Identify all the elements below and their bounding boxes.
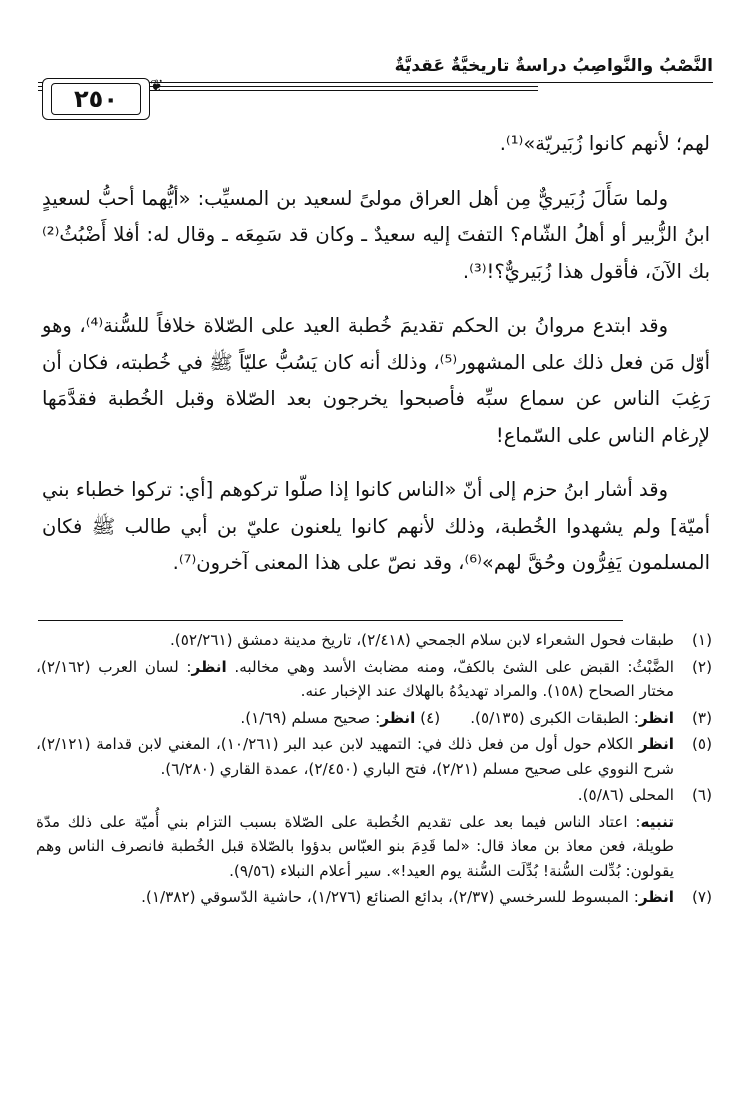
footnote-text-part: الضَّبْثُ: القبض على الشئ بالكفّ، ومنه مضابث الأسد وهي مخالبه. [226,657,674,676]
ornament-icon: ❦ [150,76,164,95]
footnote-2 [36,655,712,704]
see-label: انظر [638,888,674,906]
paragraph: ولما سَأَلَ زُبَيريٌّ مِن أهل العراق مولىً لسعيد بن المسيِّب: «أيُّهما أحبُّ لسعيدٍ ابنُ الزُّبير أو أهلُ الشّام؟ التفتَ إليه سعيدٌ ـ وكان قد سَمِعَه ـ وقال له: أفلا أَضْبُثُ⁽²⁾ بك الآنَ، فأقول هذا زُبَيريٌّ؟!⁽³⁾. [42,186,710,283]
main-text [42,126,710,600]
footnote-text-part: : صحيح مسلم (١/٦٩). [240,708,381,727]
page-number-frame [42,78,150,120]
footnote-separator [38,620,623,621]
footnote-text [36,655,674,704]
see-label: انظر [638,708,674,727]
footnote-number: (٢) [691,657,712,676]
footnote-number: (١) [691,631,712,649]
footnote-5 [36,732,712,781]
footnote-6 [36,783,712,808]
footnote-note [36,810,712,884]
paragraph: وقد أشار ابنُ حزم إلى أنّ «الناس كانوا إذا صلّوا تركوهم [أي: تركوا خطباء بني أميّة] ولم يشهدوا الخُطبة، وذلك لأنهم كانوا يلعنون عليّ بن أبي طالب ﷺ فكان المسلمون يَفِرُّون وحُقَّ لهم»⁽⁶⁾، وقد نصّ على هذا المعنى آخرون⁽⁷⁾. [42,478,710,574]
footnote-number: (٤) [420,708,441,727]
footnote-1 [36,628,712,653]
footnotes [36,628,712,912]
footnote-number: (٥) [691,735,712,753]
footnote-3-text [470,706,674,731]
paragraph: لهم؛ لأنهم كانوا زُبَيريّة»⁽¹⁾. [499,132,710,155]
footnote-text [36,732,674,781]
note-label: تنبيه [640,812,674,831]
footnote-4-text [240,706,440,731]
footnote-text-part: : المبسوط للسرخسي (٢/٣٧)، بدائع الصنائع (١/٢٧٦)، حاشية الدّسوقي (١/٣٨٢). [141,888,639,906]
note-text [36,810,674,884]
footnote-number: (٣) [691,708,712,727]
footnote-text-part: الكلام حول أول من فعل ذلك في: التمهيد لابن عبد البر (١٠/٢٦١)، المغني لابن قدامة (٢/١٢١)، شرح النووي على صحيح مسلم (٢/٢١)، فتح الباري (٢/٤٥٠)، عمدة القاري (٦/٢٨٠). [36,735,674,778]
page-header [38,52,713,124]
note-text-part: : اعتاد الناس فيما بعد على تقديم الخُطبة على الصّلاة بسبب التزام بني أُميّة على ذلك مدّة طويلة، فعن معاذ بن معاذ قال: «لما قَدِمَ بنو العبّاس بدؤوا بالصّلاة قبل الخُطبة فانصرف الناس وهم يقولون: بُدِّلت السُّنة! بُدِّلَت السُّنة يوم العيد!». سير أعلام النبلاء (٩/٥٦). [36,812,674,880]
footnote-7 [36,885,712,910]
running-title: النَّصْبُ والنَّواصِبُ دراسةٌ تاريخيَّةٌ عَقديَّةٌ [394,56,713,76]
see-label: انظر [191,657,227,676]
footnote-text-part: : لسان العرب (٢/١٦٢)، مختار الصحاح (١٥٨). والمراد تهديدُهُ بالهلاك عند الإخبار عنه. [36,657,674,700]
footnote-number: (٦) [691,786,712,804]
footnote-text [36,885,674,910]
footnote-number: (٧) [691,888,712,906]
see-label: انظر [380,708,416,727]
footnote-text: المحلى (٥/٨٦). [577,786,674,804]
footnote-text: طبقات فحول الشعراء لابن سلام الجمحي (٢/٤١٨)، تاريخ مدينة دمشق (٥٢/٢٦١). [169,631,674,649]
paragraph: وقد ابتدع مروانُ بن الحكم تقديمَ خُطبة العيد على الصّلاة خلافاً للسُّنة⁽⁴⁾، وهو أوّل مَن فعل ذلك على المشهور⁽⁵⁾، وذلك أنه كان يَسُبُّ عليّاً ﷺ في خُطبته، فكان أن رَغِبَ الناس عن سماع سبِّه فأصبحوا يخرجون بعد الصّلاة وقبل الخُطبة فقدَّمَها لإرغام الناس على السّماع! [42,314,710,447]
footnote-text-part: : الطبقات الكبرى (٥/١٣٥). [470,708,639,727]
footnote-3-4 [36,706,712,731]
page-number: ٢٥٠ [74,85,118,113]
see-label: انظر [638,735,674,753]
footnote-text [36,706,674,731]
